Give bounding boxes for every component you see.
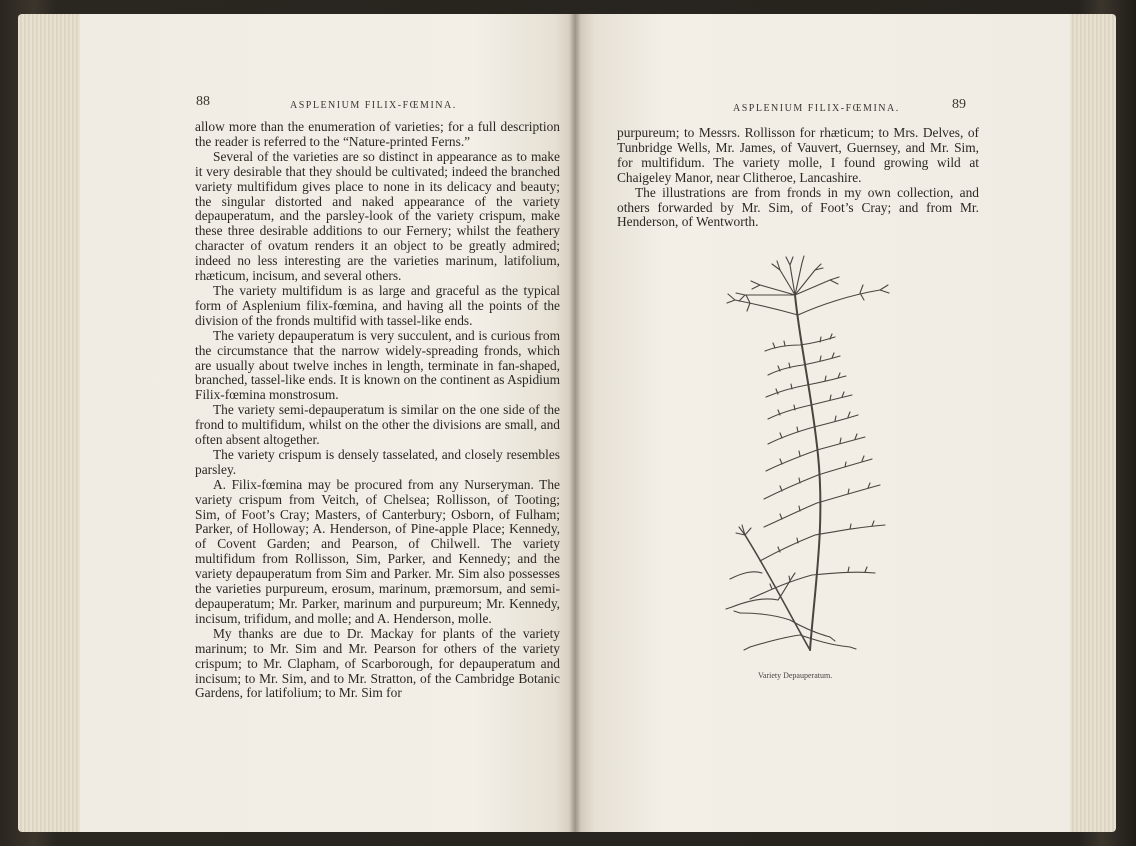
left-page-number: 88 [196, 94, 210, 109]
fern-illustration [690, 255, 900, 675]
paragraph: The variety semi-depauperatum is similar on the one side of the frond to multifidum, whilst on the other the divisions are small, and often absent altogether. [195, 402, 560, 448]
paragraph: purpureum; to Messrs. Rollisson for rhæticum; to Mrs. Delves, of Tunbridge Wells, Mr. James, of Vauvert, Guernsey, and Mr. Sim, for multifidum. The variety molle, I found growing wild at Chaigeley Manor, near Clitheroe, Lancashire. [617, 125, 979, 185]
paragraph: allow more than the enumeration of varieties; for a full description the reader is referred to the “Nature-printed Ferns.” [195, 119, 560, 149]
paragraph: Several of the varieties are so distinct in appearance as to make it very desirable that they should be cultivated; indeed the branched variety multifidum gives place to none in its delicacy and beauty; the singular distorted and naked appearance of the variety depauperatum, and the parsley-look of the variety crispum, make these three desirable additions to our Fernery; whilst the feathery character of ovatum renders it an object to be greatly admired; indeed no less interesting are the varieties marinum, latifolium, rhæticum, incisum, and several others. [195, 148, 560, 284]
right-page-number: 89 [952, 97, 966, 112]
page-stack-right [1066, 14, 1116, 832]
paragraph: The variety multifidum is as large and graceful as the typical form of Asplenium filix-fœmina, and having all the points of the division of the fronds multifid with tassel-like ends. [195, 282, 560, 328]
paragraph: The illustrations are from fronds in my own collection, and others forwarded by Mr. Sim, of Foot’s Cray; and from Mr. Henderson, of Wentworth. [617, 184, 979, 230]
paragraph: The variety depauperatum is very succulent, and is curious from the circumstance that the narrow widely-spreading fronds, which are usually about twelve inches in length, terminate in fan-shaped, branched, tassel-like ends. It is known on the continent as Aspidium Filix-fœmina monstrosum. [195, 327, 560, 403]
paragraph: A. Filix-fœmina may be procured from any Nurseryman. The variety crispum from Veitch, of Chelsea; Rollisson, of Tooting; Sim, of Foot’s Cray; Masters, of Canterbury; Osborn, of Fulham; Parker, of Holloway; A. Henderson, of Pine-apple Place; Kennedy, of Covent Garden; and Pearson, of Chilwell. The variety multifidum from Rollisson, Sim, Parker, and Kennedy; and the variety depauperatum from Sim and Parker. Mr. Sim also possesses the varieties purpureum, erosum, marinum, præmorsum, and semi-depauperatum; Mr. Parker, marinum and purpureum; Mr. Kennedy, incisum, trifidum, and molle; and A. Henderson, molle. [195, 476, 560, 626]
right-body-text [617, 126, 979, 230]
right-running-head: ASPLENIUM FILIX-FŒMINA. [733, 103, 900, 114]
left-running-head: ASPLENIUM FILIX-FŒMINA. [290, 100, 457, 111]
paragraph: My thanks are due to Dr. Mackay for plants of the variety marinum; to Mr. Sim and Mr. Pearson for others of the variety crispum; to Mr. Clapham, of Scarborough, for depauperatum and incisum; to Mr. Sim, and to Mr. Stratton, of the Cambridge Botanic Gardens, for latifolium; to Mr. Sim for [195, 625, 560, 701]
left-body-text [195, 120, 560, 701]
paragraph: The variety crispum is densely tasselated, and closely resembles parsley. [195, 446, 560, 477]
figure-caption: Variety Depauperatum. [758, 671, 833, 680]
book-gutter [569, 14, 581, 832]
page-stack-left [18, 14, 86, 832]
